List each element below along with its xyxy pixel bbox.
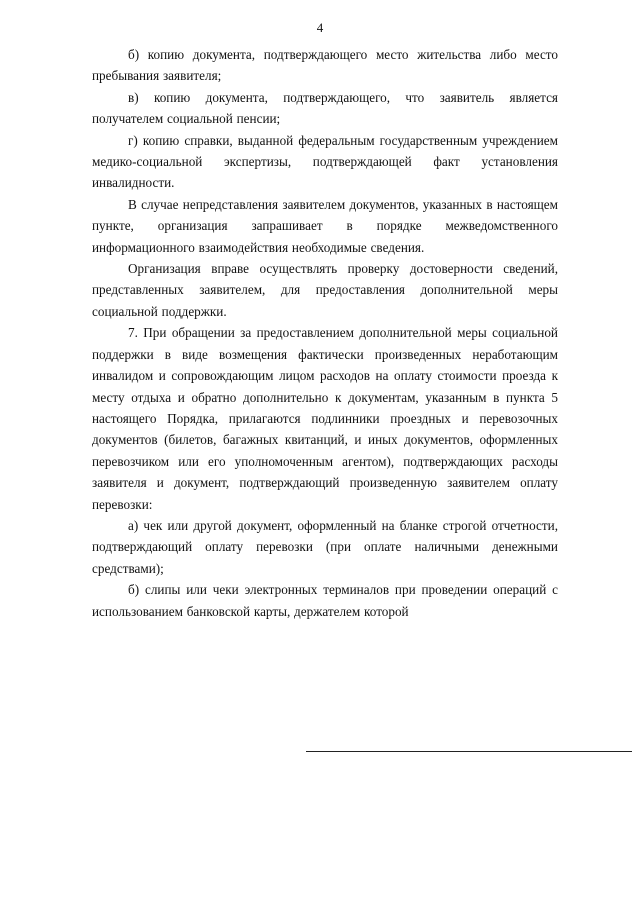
paragraph-b-card-slips: б) слипы или чеки электронных терминалов при проведении операций с использованием банковской карты, держателем которой (92, 582, 558, 619)
paragraph-non-submission: В случае непредставления заявителем документов, указанных в настоящем пункте, организация запрашивает в порядке межведомственного информационного взаимодействия необходимые сведения. (92, 196, 558, 255)
page-number: 4 (316, 20, 324, 35)
paragraph-a-receipt: а) чек или другой документ, оформленный на бланке строгой отчетности, подтверждающий оплату перевозки (при оплате наличными денежными средствами); (92, 517, 558, 576)
paragraph-verification: Организация вправе осуществлять проверку достоверности сведений, представленных заявителем, для предоставления дополнительной меры социальной поддержки. (92, 261, 558, 319)
paragraph-v-pension: в) копию документа, подтверждающего, что заявитель является получателем социальной пенсии; (92, 89, 558, 127)
document-body (92, 44, 558, 622)
paragraph-b-residence: б) копию документа, подтверждающего место жительства либо место пребывания заявителя; (92, 47, 558, 84)
paragraph-item-7: 7. При обращении за предоставлением дополнительной меры социальной поддержки в виде возмещения фактически произведенных неработающим инвалидом и сопровождающим лицом расходов на оплату стоимости проезда к месту отдыха и обратно дополнительно к документам, указанным в пункта 5 настоящего Порядка, прилагаются подлинники проездных и перевозочных документов (билетов, багажных квитанций, и иных документов, оформленных перевозчиком или его уполномоченным агентом), подтверждающих расходы заявителя и документ, подтверждающий произведенную заявителем оплату перевозки: (92, 325, 558, 512)
footer-divider (306, 751, 632, 752)
paragraph-g-disability: г) копию справки, выданной федеральным государственным учреждением медико-социальной экспертизы, подтверждающей факт установления инвалидности. (92, 132, 558, 191)
